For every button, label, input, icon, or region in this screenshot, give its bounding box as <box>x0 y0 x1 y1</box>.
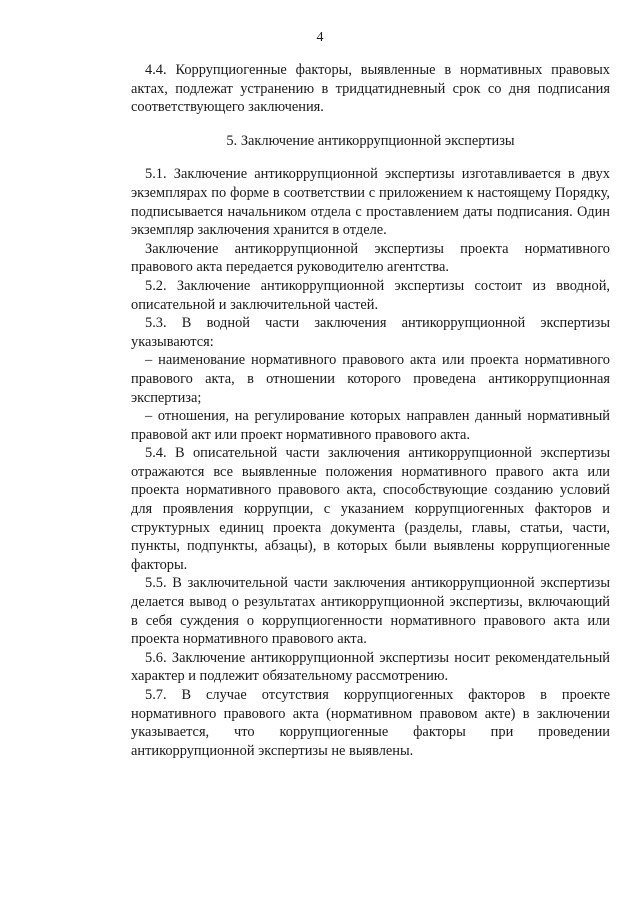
section-heading: 5. Заключение антикоррупционной экспертизы <box>226 132 515 149</box>
paragraph-5-5: 5.5. В заключительной части заключения антикоррупционной экспертизы делается вывод о результатах антикоррупционной экспертизы, включающий в себя суждения о коррупциогенности нормативного правового акта или проекта нормативного правового акта. <box>131 575 610 648</box>
paragraph-5-1-continued: Заключение антикоррупционной экспертизы проекта нормативного правового акта передается руководителю агентства. <box>131 240 610 276</box>
paragraph-5-4: 5.4. В описательной части заключения антикоррупционной экспертизы отражаются все выявленные положения нормативного правого акта или проекта нормативного правового акта, способствующие созданию условий для проявления коррупции, с указанием коррупциогенных факторов и структурных единиц проекта документа (разделы, главы, статьи, части, пункты, подпункты, абзацы), в которых были выявлены коррупциогенные факторы. <box>131 445 610 573</box>
page-number: 4 <box>316 30 324 45</box>
paragraph-5-3-item-b: – отношения, на регулирование которых направлен данный нормативный правовой акт или проект нормативного правового акта. <box>131 408 610 443</box>
paragraph-5-6: 5.6. Заключение антикоррупционной экспертизы носит рекомендательный характер и подлежит обязательному рассмотрению. <box>131 649 610 685</box>
paragraph-5-3-item-a: – наименование нормативного правового акта или проекта нормативного правового акта, в отношении которого проведена антикоррупционная экспертиза; <box>131 352 610 406</box>
paragraph-5-1: 5.1. Заключение антикоррупционной экспертизы изготавливается в двух экземплярах по форме в соответствии с приложением к настоящему Порядку, подписывается начальником отдела с проставлением даты подписания. Один экземпляр заключения хранится в отделе. <box>131 166 610 239</box>
paragraph-5-2: 5.2. Заключение антикоррупционной экспертизы состоит из вводной, описательной и заключительной частей. <box>131 277 610 313</box>
paragraph-5-3: 5.3. В водной части заключения антикоррупционной экспертизы указываются: <box>131 315 610 350</box>
paragraph-4-4: 4.4. Коррупциогенные факторы, выявленные в нормативных правовых актах, подлежат устранению в тридцатидневный срок со дня подписания соответствующего заключения. <box>131 62 610 116</box>
document-body <box>131 61 610 760</box>
paragraph-5-7: 5.7. В случае отсутствия коррупциогенных факторов в проекте нормативного правового акта (нормативном правовом акте) в заключении указывается, что коррупциогенные факторы при проведении антикоррупционной экспертизы не выявлены. <box>131 687 610 759</box>
